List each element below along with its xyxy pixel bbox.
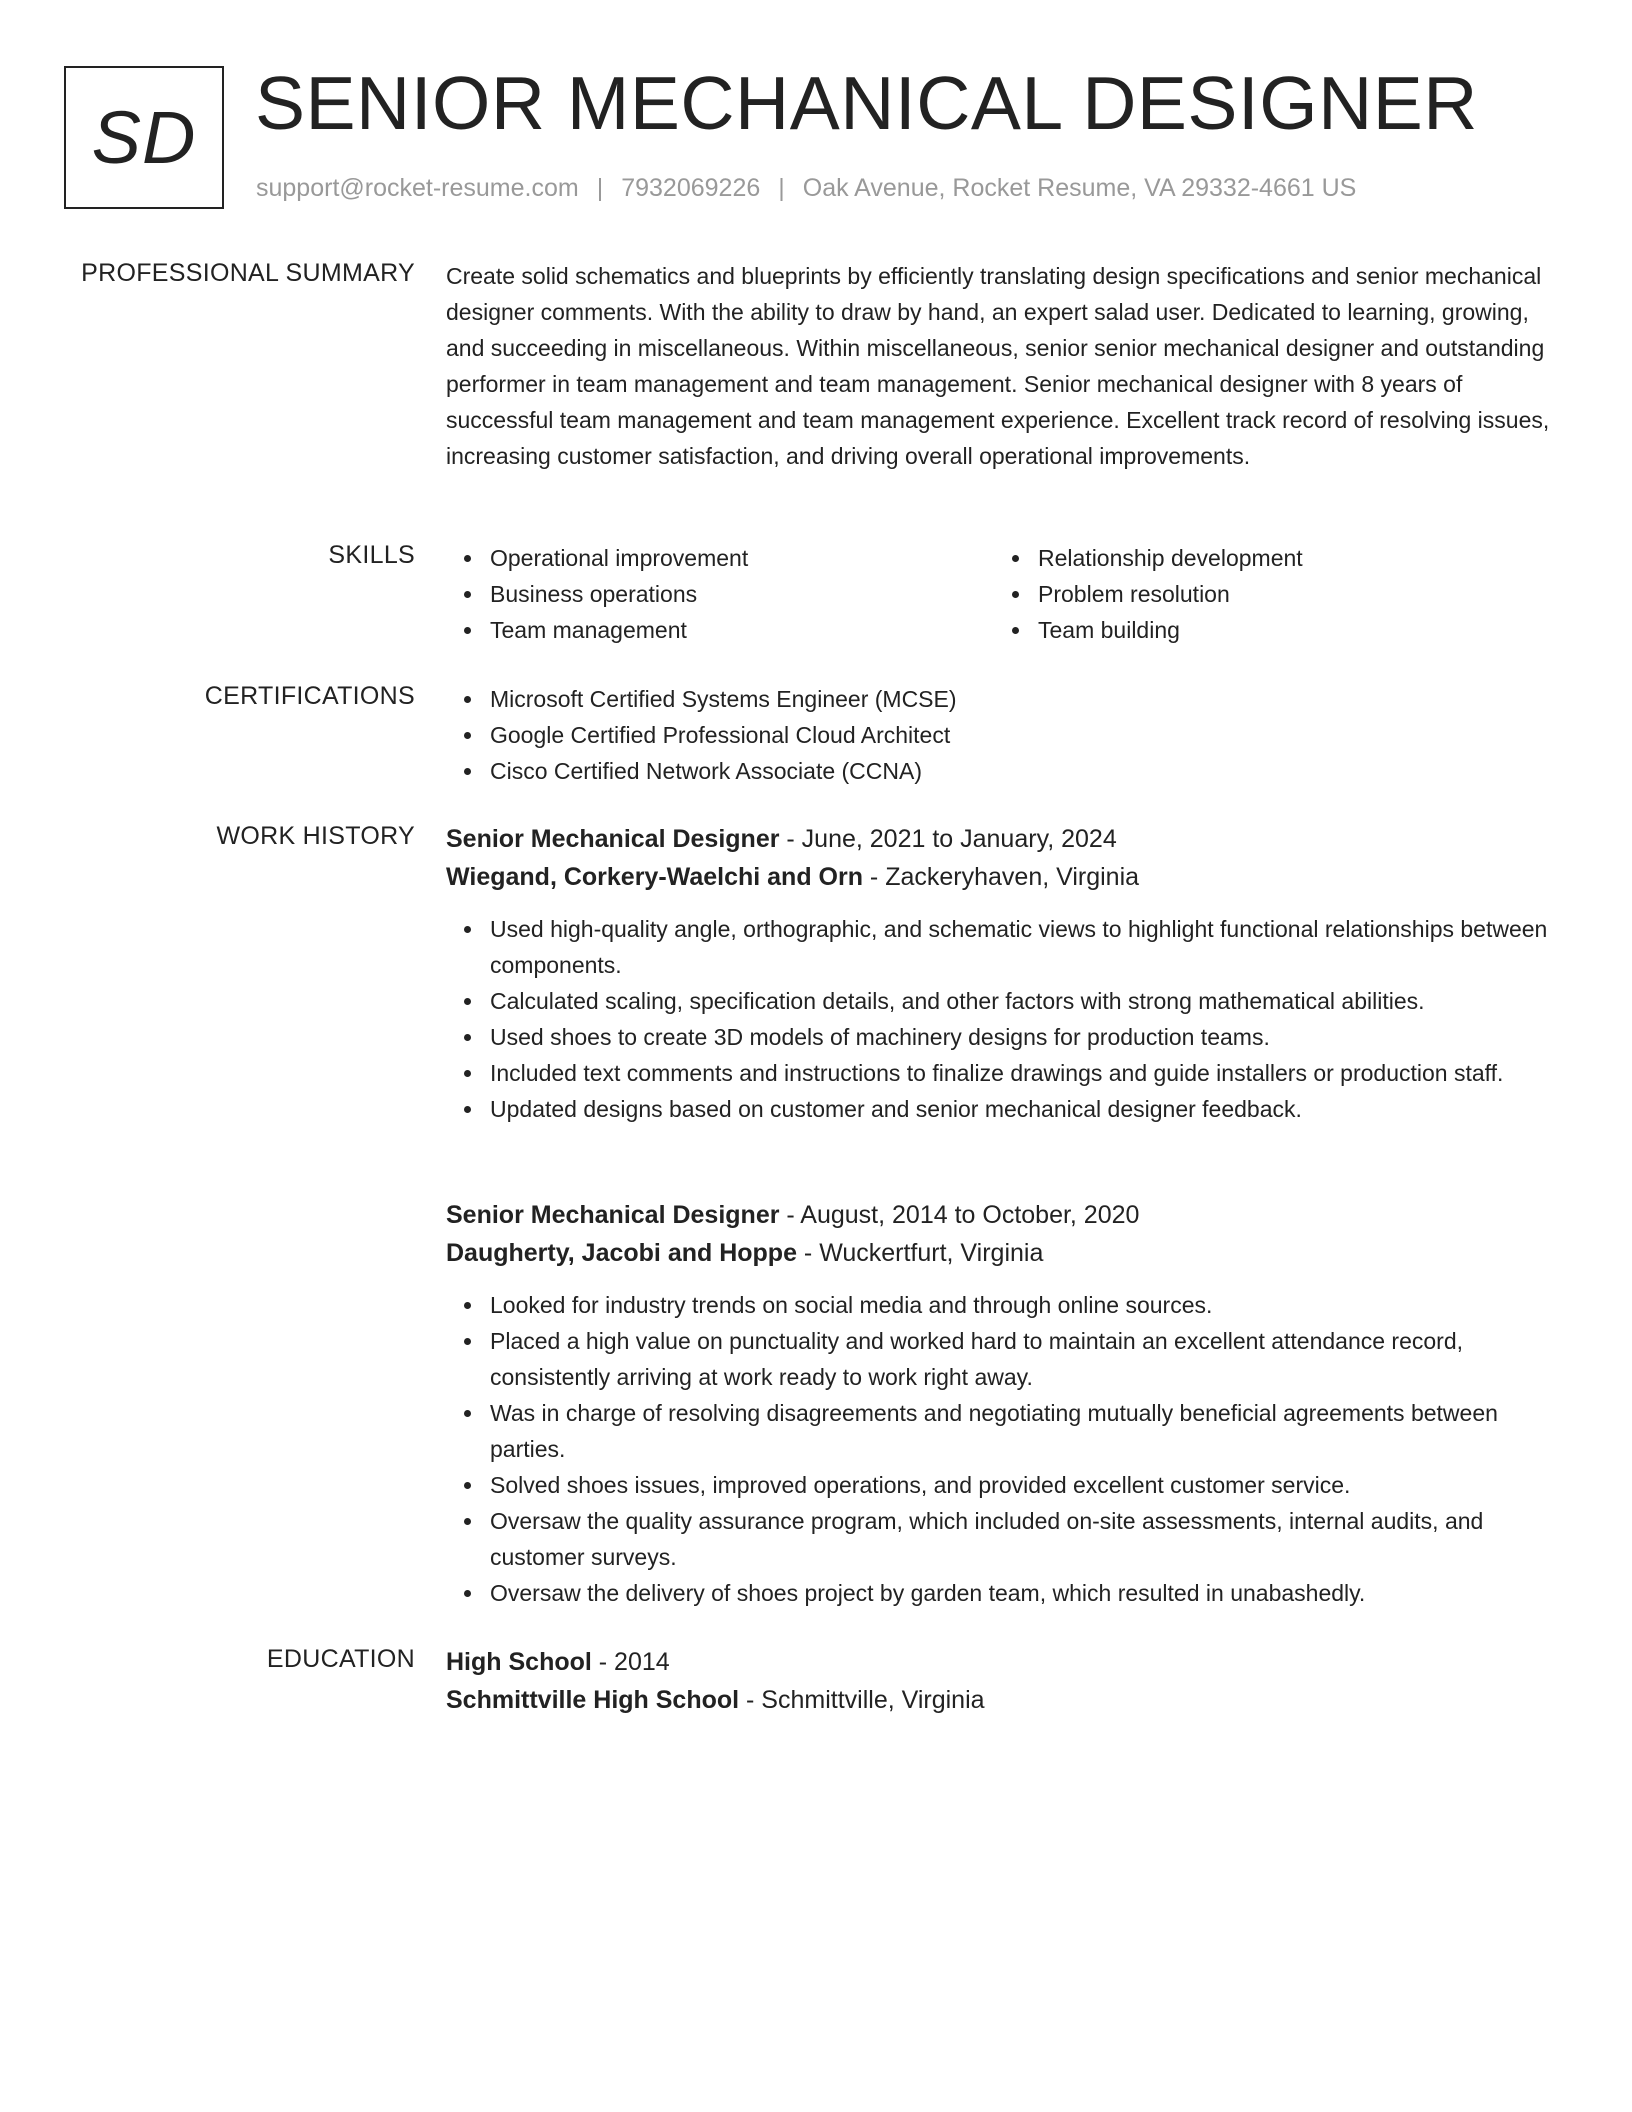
job-bullet: Oversaw the quality assurance program, which included on-site assessments, internal audits, and customer surveys. <box>446 1503 1566 1575</box>
certifications-heading: CERTIFICATIONS <box>204 682 415 710</box>
contact-address: Oak Avenue, Rocket Resume, VA 29332-4661 US <box>802 174 1357 202</box>
job-title-line <box>446 820 1566 858</box>
job-entry <box>446 820 1566 1127</box>
skill-item: Relationship development <box>994 540 1542 576</box>
job-bullet: Was in charge of resolving disagreements and negotiating mutually beneficial agreements between parties. <box>446 1395 1566 1467</box>
job-location: - Zackeryhaven, Virginia <box>862 863 1140 891</box>
certification-item: Cisco Certified Network Associate (CCNA) <box>446 753 1566 789</box>
job-bullet: Looked for industry trends on social media and through online sources. <box>446 1287 1566 1323</box>
education-year: - 2014 <box>591 1648 670 1676</box>
monogram-logo <box>64 66 224 209</box>
job-bullet: Solved shoes issues, improved operations, and provided excellent customer service. <box>446 1467 1566 1503</box>
certifications-body <box>446 681 1566 789</box>
job-title-line <box>446 1196 1566 1234</box>
job-title: Senior Mechanical Designer <box>446 1201 780 1229</box>
skill-item: Problem resolution <box>994 576 1542 612</box>
skills-heading: SKILLS <box>328 541 415 569</box>
education-school: Schmittville High School <box>446 1686 740 1714</box>
contact-separator: | <box>778 174 785 202</box>
page-title: SENIOR MECHANICAL DESIGNER <box>255 61 1478 145</box>
certification-item: Google Certified Professional Cloud Architect <box>446 717 1566 753</box>
job-location: - Wuckertfurt, Virginia <box>796 1239 1044 1267</box>
summary-heading: PROFESSIONAL SUMMARY <box>81 259 415 287</box>
job-company: Daugherty, Jacobi and Hoppe <box>446 1239 797 1267</box>
skill-item: Team building <box>994 612 1542 648</box>
certifications-list <box>446 681 1566 789</box>
contact-line <box>256 174 1356 203</box>
job-dates: - June, 2021 to January, 2024 <box>779 825 1117 853</box>
contact-phone: 7932069226 <box>621 174 761 202</box>
job-bullet: Placed a high value on punctuality and worked hard to maintain an excellent attendance record, consistently arriving at work ready to work right away. <box>446 1323 1566 1395</box>
contact-separator: | <box>596 174 604 202</box>
work-history-heading: WORK HISTORY <box>216 822 415 850</box>
skill-item: Business operations <box>446 576 994 612</box>
job-title: Senior Mechanical Designer <box>446 825 780 853</box>
summary-text: Create solid schematics and blueprints by efficiently translating design specifications and senior mechanical designer comments. With the ability to draw by hand, an expert salad user. Dedicated to learning, growing, and succeeding in miscellaneous. Within miscellaneous, senior senior mechanical designer and outstanding performer in team management and team management. Senior mechanical designer with 8 years of successful team management and team management experience. Excellent track record of resolving issues, increasing customer satisfaction, and driving overall operational improvements. <box>446 263 1550 469</box>
education-school-line <box>446 1681 1566 1719</box>
skill-item: Operational improvement <box>446 540 994 576</box>
education-degree: High School <box>446 1648 592 1676</box>
job-entry <box>446 1196 1566 1611</box>
skills-list-right <box>994 540 1542 648</box>
job-bullet: Used shoes to create 3D models of machinery designs for production teams. <box>446 1019 1566 1055</box>
job-dates: - August, 2014 to October, 2020 <box>779 1201 1140 1229</box>
job-company-line <box>446 858 1566 896</box>
education-entry <box>446 1643 1566 1719</box>
job-bullet: Used high-quality angle, orthographic, and schematic views to highlight functional relationships between components. <box>446 911 1566 983</box>
education-heading: EDUCATION <box>266 1645 415 1673</box>
education-location: - Schmittville, Virginia <box>739 1686 985 1714</box>
job-bullets <box>446 1287 1566 1611</box>
education-degree-line <box>446 1643 1566 1681</box>
job-bullets <box>446 911 1566 1127</box>
job-company-line <box>446 1234 1566 1272</box>
contact-email: support@rocket-resume.com <box>256 174 579 202</box>
job-bullet: Included text comments and instructions to finalize drawings and guide installers or production staff. <box>446 1055 1566 1091</box>
job-bullet: Oversaw the delivery of shoes project by garden team, which resulted in unabashedly. <box>446 1575 1566 1611</box>
certification-item: Microsoft Certified Systems Engineer (MCSE) <box>446 681 1566 717</box>
job-bullet: Calculated scaling, specification details, and other factors with strong mathematical abilities. <box>446 983 1566 1019</box>
job-bullet: Updated designs based on customer and senior mechanical designer feedback. <box>446 1091 1566 1127</box>
job-company: Wiegand, Corkery-Waelchi and Orn <box>446 863 863 891</box>
monogram-text: SD <box>91 96 197 179</box>
skills-columns <box>446 540 1566 648</box>
skill-item: Team management <box>446 612 994 648</box>
skills-list-left <box>446 540 994 648</box>
